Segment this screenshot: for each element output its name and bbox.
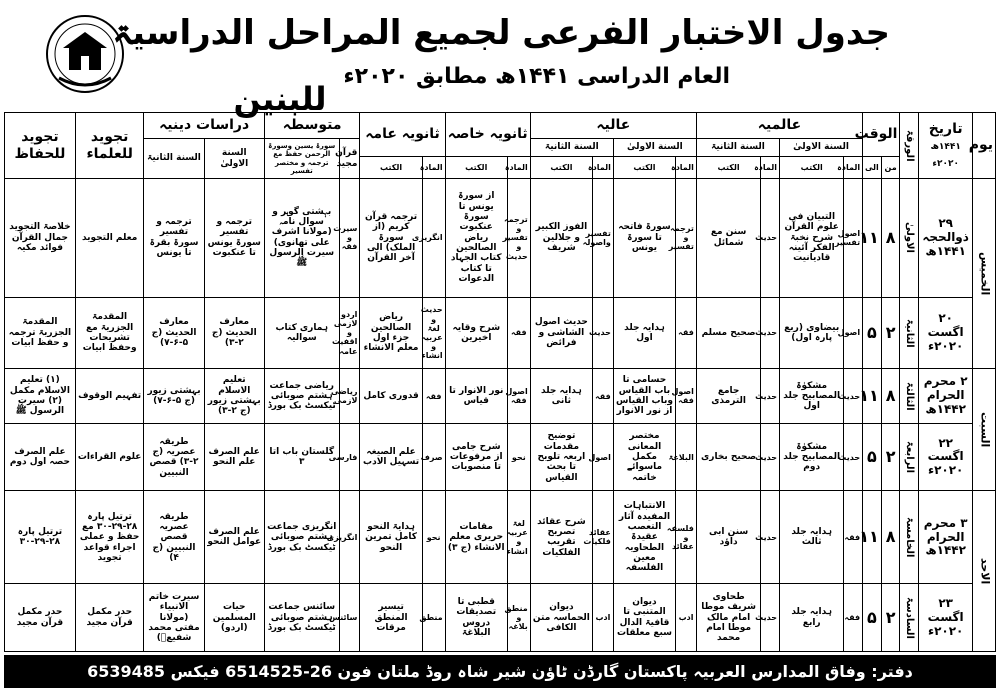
book-cell: ہماری کتاب سوالیہ	[264, 297, 339, 369]
book-cell: بہشتی زیور (ج ۵-۶-۷)	[144, 369, 204, 424]
book-cell: انگریزی جماعت ہشتم صوبائی ٹیکسٹ بک بورڈ	[264, 491, 339, 584]
book-cell: (۱) تعلیم الاسلام مکمل (۲) سیرت الرسول ﷺ	[5, 369, 76, 424]
table-row	[5, 179, 996, 298]
time-from-cell: ۸	[881, 369, 900, 424]
col-books: الکتب	[696, 157, 760, 179]
book-cell: دیوان المتنبی تا قافیۃ الدال سبع معلقات	[613, 584, 675, 652]
time-to-cell: ۱۱	[863, 369, 882, 424]
book-cell: از سورۃ یونس تا سورۃ عنکبوت ریاض الصالحین کتاب الجہاد تا کتاب الدعوات	[445, 179, 507, 298]
col-subject: المادہ	[676, 157, 697, 179]
book-cell: قدوری کامل	[360, 369, 422, 424]
col-dir-y2: السنة الثانیۃ	[144, 139, 204, 179]
subject-cell: حدیث	[844, 423, 863, 490]
book-cell: بہشتی گوہر و سوال نامہ (مولانا اشرف علی تھانوی) سیرت الرسول ﷺ	[264, 179, 339, 298]
col-aliya-y1: السنة الاولیٰ	[613, 139, 696, 157]
col-day: یوم	[973, 113, 996, 179]
subject-cell: نحو	[422, 491, 445, 584]
subject-cell: فقہ	[676, 297, 697, 369]
subject-cell: فقہ	[507, 297, 530, 369]
main-title: جدول الاختبار الفرعی لجمیع المراحل الدراسیۃ	[112, 13, 890, 53]
time-from-cell: ۲	[881, 423, 900, 490]
col-tajweed-ulama: تجوید للعلماء	[75, 113, 144, 179]
subject-cell: حدیث	[761, 491, 780, 584]
date-cell: ۲۲ اگست ۲۰۲۰ء	[919, 423, 973, 490]
col-mut-quran: قرآن مجید	[339, 139, 360, 179]
subject-cell: حدیث	[761, 179, 780, 298]
book-cell: مشکوٰۃ المصابیح جلد دوم	[780, 423, 844, 490]
subject-cell: ادب	[676, 584, 697, 652]
col-tajweed-huffaz: تجوید للحفاظ	[5, 113, 76, 179]
col-sanviya-aama: ثانویہ عامہ	[360, 113, 445, 157]
book-cell: طحاوی شریف موطا امام مالک موطا امام محمد	[696, 584, 760, 652]
subject-cell: حدیث	[593, 297, 614, 369]
schedule-table	[4, 112, 996, 652]
subject-cell: تفسیر واصولہ	[593, 179, 614, 298]
book-cell: ریاض الصالحین جزء اول معلم الانشاء	[360, 297, 422, 369]
subject-cell: انگریزی	[339, 491, 360, 584]
col-subject: المادہ	[844, 157, 863, 179]
book-cell: ہدایہ جلد اول	[613, 297, 675, 369]
col-subject: المادہ	[507, 157, 530, 179]
book-cell: دیوان الحماسہ متن الکافی	[530, 584, 592, 652]
book-cell: المقدمۃ الجزریۃ مع تشریحات وحفظ ابیات	[75, 297, 144, 369]
book-cell: قطبی تا تصدیقات دروس البلاغۃ	[445, 584, 507, 652]
book-cell: بیضاوی (ربع پارہ اول)	[780, 297, 844, 369]
subject-cell: حدیث	[761, 369, 780, 424]
paper-cell: الاولیٰ	[900, 179, 919, 298]
subject-cell: فقہ	[844, 584, 863, 652]
date-cell: ۲۳ اگست ۲۰۲۰ء	[919, 584, 973, 652]
book-cell: شرح عقائد تصریح تقریب الفلکیات	[530, 491, 592, 584]
date-cell: ۲۹ ذوالحجہ ۱۴۴۱ھ	[919, 179, 973, 298]
paper-cell: الخامسۃ	[900, 491, 919, 584]
subject-cell: فلسفہ و عقائد	[676, 491, 697, 584]
col-mutawassita: متوسطہ	[264, 113, 360, 139]
book-cell: سیرت خاتم الانبیاء (مولانا مفتی محمد شفیعؒ)	[144, 584, 204, 652]
col-books: الکتب	[613, 157, 675, 179]
col-paper: الورقۃ	[900, 113, 919, 179]
book-cell: توضیح مقدمات اربعہ تلویح تا بحث القیاس	[530, 423, 592, 490]
subject-cell: فقہ	[422, 369, 445, 424]
time-to-cell: ۱۱	[863, 179, 882, 298]
subject-cell: حدیث	[844, 369, 863, 424]
header	[0, 0, 1000, 118]
col-alamiya-y1: السنة الاولیٰ	[780, 139, 863, 157]
book-cell: مشکوٰۃ المصابیح جلد اول	[780, 369, 844, 424]
academic-year-line: العام الدراسی ۱۴۴۱ھ مطابق ۲۰۲۰ء	[343, 64, 730, 89]
book-cell: حدر مکمل قرآن مجید	[75, 584, 144, 652]
col-books: الکتب	[360, 157, 422, 179]
book-cell: التبیان فی علوم القرآن شرح نخبۃ الفکر آئینہ قادیانیت	[780, 179, 844, 298]
book-cell: سائنس جماعت ہشتم صوبائی ٹیکسٹ بک بورڈ	[264, 584, 339, 652]
time-from-cell: ۲	[881, 584, 900, 652]
subject-cell: حدیث	[761, 297, 780, 369]
book-cell: ہدایۃ النحو کامل تمرین النحو	[360, 491, 422, 584]
time-from-cell: ۲	[881, 297, 900, 369]
time-to-cell: ۵	[863, 423, 882, 490]
time-to-cell: ۱۱	[863, 491, 882, 584]
book-cell: شرح جامی از مرفوعات تا منصوبات	[445, 423, 507, 490]
col-books: الکتب	[780, 157, 844, 179]
table-row	[5, 369, 996, 424]
book-cell: ترتیل پارہ ۲۸-۲۹-۳۰ مع حفظ و عملی اجراء قواعد تجوید	[75, 491, 144, 584]
day-cell: السبت	[973, 369, 996, 491]
book-cell: طریقہ عصریہ قصص النبیین (ج ۴)	[144, 491, 204, 584]
book-cell: الانتباہات المفیدہ آثار التعصب عقیدۃ الطحاویہ معین الفلسفہ	[613, 491, 675, 584]
book-cell: مقامات حریری معلم الانشاء (ج ۳)	[445, 491, 507, 584]
subject-cell: فارسی	[339, 423, 360, 490]
subject-cell: سائنس	[339, 584, 360, 652]
paper-cell: الثالثۃ	[900, 369, 919, 424]
book-cell: صحیح بخاری	[696, 423, 760, 490]
col-subject: المادہ	[422, 157, 445, 179]
book-cell: سنن ابی داؤد	[696, 491, 760, 584]
subject-cell: اصول فقہ	[676, 369, 697, 424]
col-mut-note: سورۃ یسین وسورۃ الرحمن حفظ مع ترجمہ و مختصر تفسیر	[264, 139, 339, 179]
time-to-cell: ۵	[863, 297, 882, 369]
book-cell: سورۃ فاتحہ تا سورۃ یونس	[613, 179, 675, 298]
subject-cell: ترجمہ و تفسیر	[676, 179, 697, 298]
subject-cell: فقہ	[593, 369, 614, 424]
time-from-cell: ۸	[881, 179, 900, 298]
subject-cell: اصول فقہ	[507, 369, 530, 424]
table-row	[5, 423, 996, 490]
subject-cell: حدیث	[761, 584, 780, 652]
book-cell: ترتیل پارہ ۲۸-۲۹-۳۰	[5, 491, 76, 584]
subject-cell: اصول تفسیر	[844, 179, 863, 298]
col-sanviya-khasa: ثانویہ خاصہ	[445, 113, 530, 157]
col-dir-y1: السنة الاولیٰ	[204, 139, 264, 179]
subject-cell: حدیث	[761, 423, 780, 490]
col-time-to: الی	[863, 157, 882, 179]
book-cell: الفوز الکبیر و جلالین شریف	[530, 179, 592, 298]
day-cell: الاحد	[973, 491, 996, 652]
col-alamiya-y2: السنة الثانیۃ	[696, 139, 779, 157]
table-row	[5, 584, 996, 652]
book-cell: گلستان باب اتا ۳	[264, 423, 339, 490]
book-cell: ہدایہ جلد ثالث	[780, 491, 844, 584]
book-cell: ترجمہ و تفسیر سورۃ بقرۃ تا یونس	[144, 179, 204, 298]
book-cell: ترجمہ و تفسیر سورۃ یونس تا عنکبوت	[204, 179, 264, 298]
book-cell: علم الصرف علم النحو	[204, 423, 264, 490]
book-cell: حدر مکمل قرآن مجید	[5, 584, 76, 652]
book-cell: علم الصرف حصہ اول دوم	[5, 423, 76, 490]
book-cell: علم الصیغہ تسہیل الادب	[360, 423, 422, 490]
book-cell: المقدمۃ الجزریۃ ترجمہ و حفظ ابیات	[5, 297, 76, 369]
paper-cell: السادسۃ	[900, 584, 919, 652]
book-cell: صحیح مسلم	[696, 297, 760, 369]
book-cell: علوم القراءات	[75, 423, 144, 490]
col-aliya-y2: السنة الثانیۃ	[530, 139, 613, 157]
book-cell: حدیث اصول الشاشی و فرائض	[530, 297, 592, 369]
table-row	[5, 297, 996, 369]
col-books: الکتب	[445, 157, 507, 179]
subject-cell: فقہ	[844, 491, 863, 584]
book-cell: خلاصۃ التجوید جمال القرآن فوائد مکیہ	[5, 179, 76, 298]
book-cell: حسامی تا باب القیاس وباب القیاس از نور الانوار	[613, 369, 675, 424]
table-row	[5, 491, 996, 584]
date-cell: ۳ محرم الحرام ۱۴۴۲ھ	[919, 491, 973, 584]
book-cell: ترجمہ قرآن کریم (از سورۃ الملک) الی آخر القرآن	[360, 179, 422, 298]
subject-cell: لغۃ عربیہ و انشاء	[507, 491, 530, 584]
subject-cell: صرف	[422, 423, 445, 490]
col-aliya: عالیہ	[530, 113, 696, 139]
book-cell: معارف الحدیث (ج ۵-۶-۷)	[144, 297, 204, 369]
book-cell: تعلیم الاسلام بہشتی زیور (ج ۲-۳)	[204, 369, 264, 424]
book-cell: تفہیم الوقوف	[75, 369, 144, 424]
book-cell: تیسیر المنطق مرقات	[360, 584, 422, 652]
subject-cell: البلاغۃ	[676, 423, 697, 490]
date-cell: ۲ محرم الحرام ۱۴۴۲ھ	[919, 369, 973, 424]
book-cell: مختصر المعانی مکمل ماسوائے خاتمہ	[613, 423, 675, 490]
book-cell: ہدایہ جلد ثانی	[530, 369, 592, 424]
book-cell: معارف الحدیث (ج ۲-۳)	[204, 297, 264, 369]
subject-cell: منطق و بلاغہ	[507, 584, 530, 652]
for-boys-label: للبنین	[233, 80, 327, 118]
book-cell: جامع الترمذی	[696, 369, 760, 424]
footer-contact-bar: دفتر: وفاق المدارس العربیہ پاکستان گارڈن ٹاؤن شیر شاہ روڈ ملتان فون 26-6514525 فیکس 6539485	[4, 655, 996, 688]
subject-cell: منطق	[422, 584, 445, 652]
book-cell: نور الانوار تا قیاس	[445, 369, 507, 424]
col-subject: المادہ	[761, 157, 780, 179]
paper-cell: الثانیۃ	[900, 297, 919, 369]
subject-cell: نحو	[507, 423, 530, 490]
paper-cell: الرابعۃ	[900, 423, 919, 490]
subject-cell: اصول	[593, 423, 614, 490]
subject-cell: حدیث و لغۃ عربیہ و انشاء	[422, 297, 445, 369]
col-alamiya: عالمیہ	[696, 113, 862, 139]
subject-cell: ترجمہ و تفسیر و حدیث	[507, 179, 530, 298]
book-cell: طریقہ عصریہ (ج ۲-۳) قصص النبیین	[144, 423, 204, 490]
book-cell: ریاضی جماعت ہشتم صوبائی ٹیکسٹ بک بورڈ	[264, 369, 339, 424]
col-time: الوقت	[863, 113, 900, 157]
date-cell: ۲۰ اگست ۲۰۲۰ء	[919, 297, 973, 369]
book-cell: علم الصرف عوامل النحو	[204, 491, 264, 584]
book-cell: سنن مع شمائل	[696, 179, 760, 298]
book-cell: شرح وقایہ اخیرین	[445, 297, 507, 369]
schedule-table-wrap	[4, 112, 996, 652]
subject-cell: ادب	[593, 584, 614, 652]
time-to-cell: ۵	[863, 584, 882, 652]
col-subject: المادہ	[593, 157, 614, 179]
book-cell: حیات المسلمین (اردو)	[204, 584, 264, 652]
subject-cell: سیرت و فقہ	[339, 179, 360, 298]
subject-cell: اصول	[844, 297, 863, 369]
col-dirasat: دراسات دینیہ	[144, 113, 264, 139]
subject-cell: ریاضی لازمی	[339, 369, 360, 424]
book-cell: معلم التجوید	[75, 179, 144, 298]
time-from-cell: ۸	[881, 491, 900, 584]
subject-cell: عقائد فلکیات	[593, 491, 614, 584]
col-date: تاریخ ۱۴۴۱ھ ۲۰۲۰ء	[919, 113, 973, 179]
book-cell: ہدایہ جلد رابع	[780, 584, 844, 652]
col-time-from: من	[881, 157, 900, 179]
col-books: الکتب	[530, 157, 592, 179]
day-cell: الخمیس	[973, 179, 996, 369]
subject-cell: اردو لازمی و اقفیت عامہ	[339, 297, 360, 369]
subject-cell: انگریزی	[422, 179, 445, 298]
